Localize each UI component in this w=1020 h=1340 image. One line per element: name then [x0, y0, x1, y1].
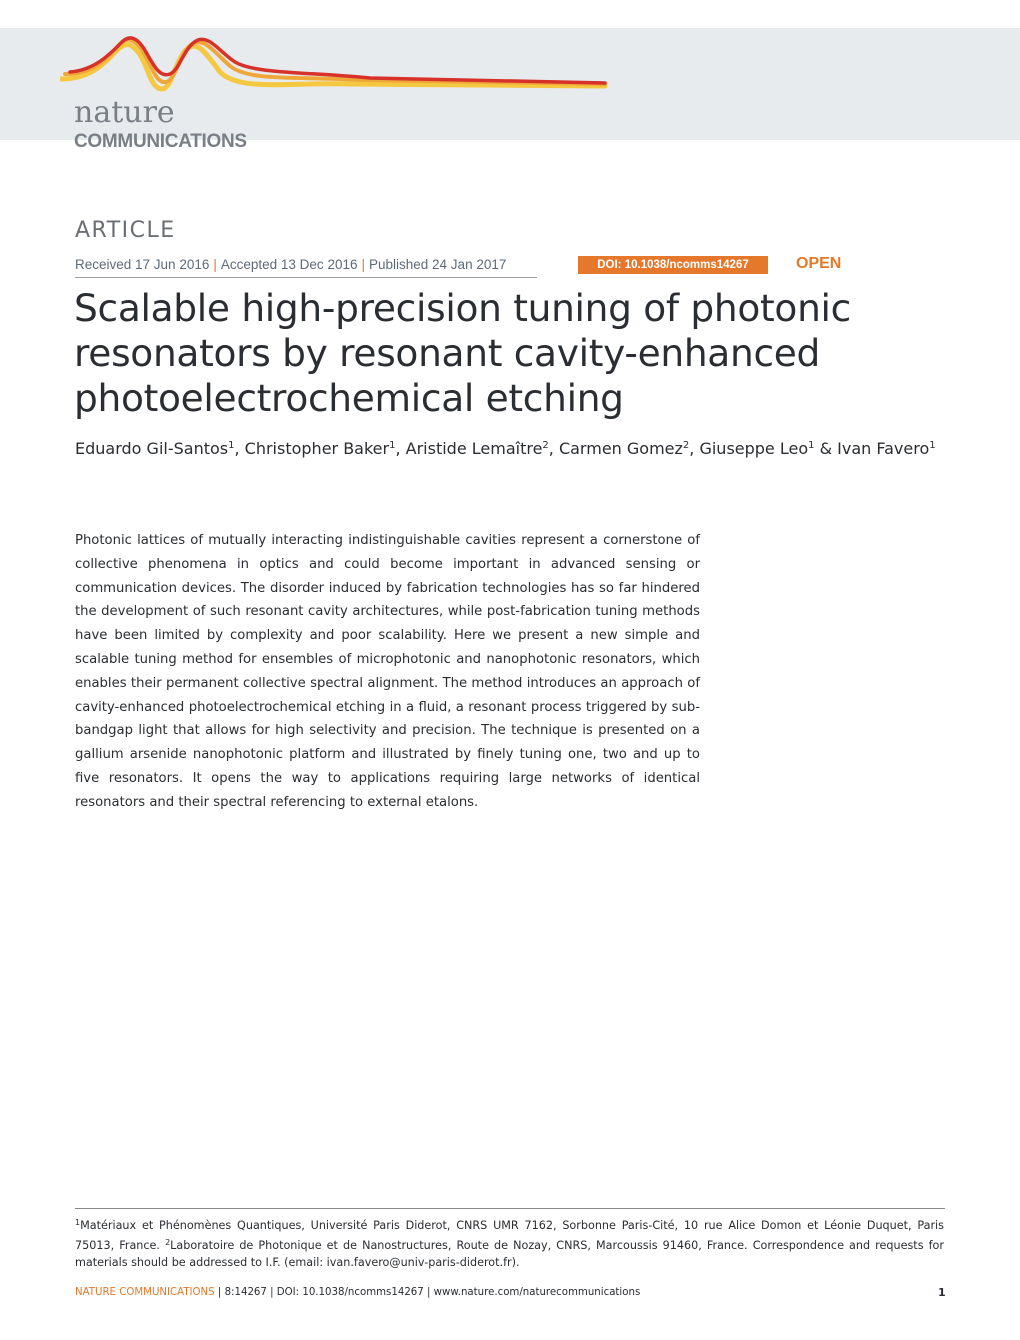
- page-number: 1: [938, 1286, 946, 1299]
- author-name: Ivan Favero: [837, 439, 930, 458]
- article-dates: [75, 257, 506, 272]
- author-separator: &: [814, 439, 838, 458]
- dates-divider: [75, 277, 537, 278]
- footer-journal-name: NATURE COMMUNICATIONS: [75, 1287, 215, 1298]
- author-name: Giuseppe Leo: [699, 439, 809, 458]
- affiliations-footnote: [75, 1214, 944, 1271]
- abstract: Photonic lattices of mutually interacting indistinguishable cavities represent a cornerstone of collective phenomena in optics and could become important in advanced sensing or communication devices. The disorder induced by fabrication technologies has so far hindered the development of such resonant cavity architectures, while post-fabrication tuning methods have been limited by complexity and poor scalability. Here we present a new simple and scalable tuning method for ensembles of microphotonic and nanophotonic resonators, which enables their permanent collective spectral alignment. The method introduces an approach of cavity-enhanced photoelectrochemical etching in a fluid, a resonant process triggered by sub-bandgap light that allows for high selectivity and precision. The technique is presented on a gallium arsenide nanophotonic platform and illustrated by finely tuning one, two and up to five resonators. It opens the way to applications requiring large networks of identical resonators and their spectral referencing to external etalons.: [75, 533, 700, 810]
- received-date: Received 17 Jun 2016: [75, 257, 210, 272]
- author-name: Eduardo Gil-Santos: [75, 439, 229, 458]
- doi-badge[interactable]: DOI: 10.1038/ncomms14267: [578, 256, 768, 274]
- affiliation-mark: 1: [75, 1218, 81, 1227]
- date-separator: |: [213, 257, 217, 272]
- author-affiliation-mark: 2: [542, 440, 549, 451]
- author-affiliation-mark: 1: [389, 440, 396, 451]
- footer-citation[interactable]: | 8:14267 | DOI: 10.1038/ncomms14267 | www.nature.com/naturecommunications: [217, 1287, 641, 1298]
- footnote-divider: [75, 1208, 945, 1209]
- affiliation-mark: 2: [165, 1238, 171, 1247]
- author-separator: ,: [548, 439, 559, 458]
- journal-header: [0, 28, 1020, 152]
- author-separator: ,: [689, 439, 700, 458]
- open-access-label: OPEN: [796, 255, 842, 272]
- published-date: Published 24 Jan 2017: [369, 257, 507, 272]
- author-list: [75, 439, 955, 458]
- author-name: Aristide Lemaître: [405, 439, 543, 458]
- author-affiliation-mark: 2: [682, 440, 690, 451]
- affiliation-2: Laboratoire de Photonique et de Nanostructures, Route de Nozay, CNRS, Marcoussis 91460, France. Correspondence and requests for materials should be addressed to I.F. (email: ivan.favero@univ-paris-diderot.fr).: [75, 1239, 944, 1269]
- article-title: Scalable high-precision tuning of photonic resonators by resonant cavity-enhanced photoelectrochemical etching: [74, 286, 851, 420]
- date-separator: |: [361, 257, 365, 272]
- logo-word-nature: nature: [74, 95, 175, 130]
- author-affiliation-mark: 1: [228, 440, 235, 451]
- article-type-label: ARTICLE: [75, 218, 176, 243]
- author-affiliation-mark: 1: [808, 440, 815, 451]
- author-separator: ,: [395, 439, 406, 458]
- logo-word-communications: COMMUNICATIONS: [74, 131, 247, 152]
- affiliation-1: Matériaux et Phénomènes Quantiques, Université Paris Diderot, CNRS UMR 7162, Sorbonne Paris-Cité, 10 rue Alice Domon et Léonie Duquet, Paris 75013, France.: [75, 1219, 944, 1252]
- author-name: Christopher Baker: [244, 439, 390, 458]
- author-affiliation-mark: 1: [929, 440, 936, 451]
- page-footer: [75, 1287, 640, 1298]
- author-name: Carmen Gomez: [558, 439, 683, 458]
- accepted-date: Accepted 13 Dec 2016: [220, 257, 358, 272]
- author-separator: ,: [234, 439, 245, 458]
